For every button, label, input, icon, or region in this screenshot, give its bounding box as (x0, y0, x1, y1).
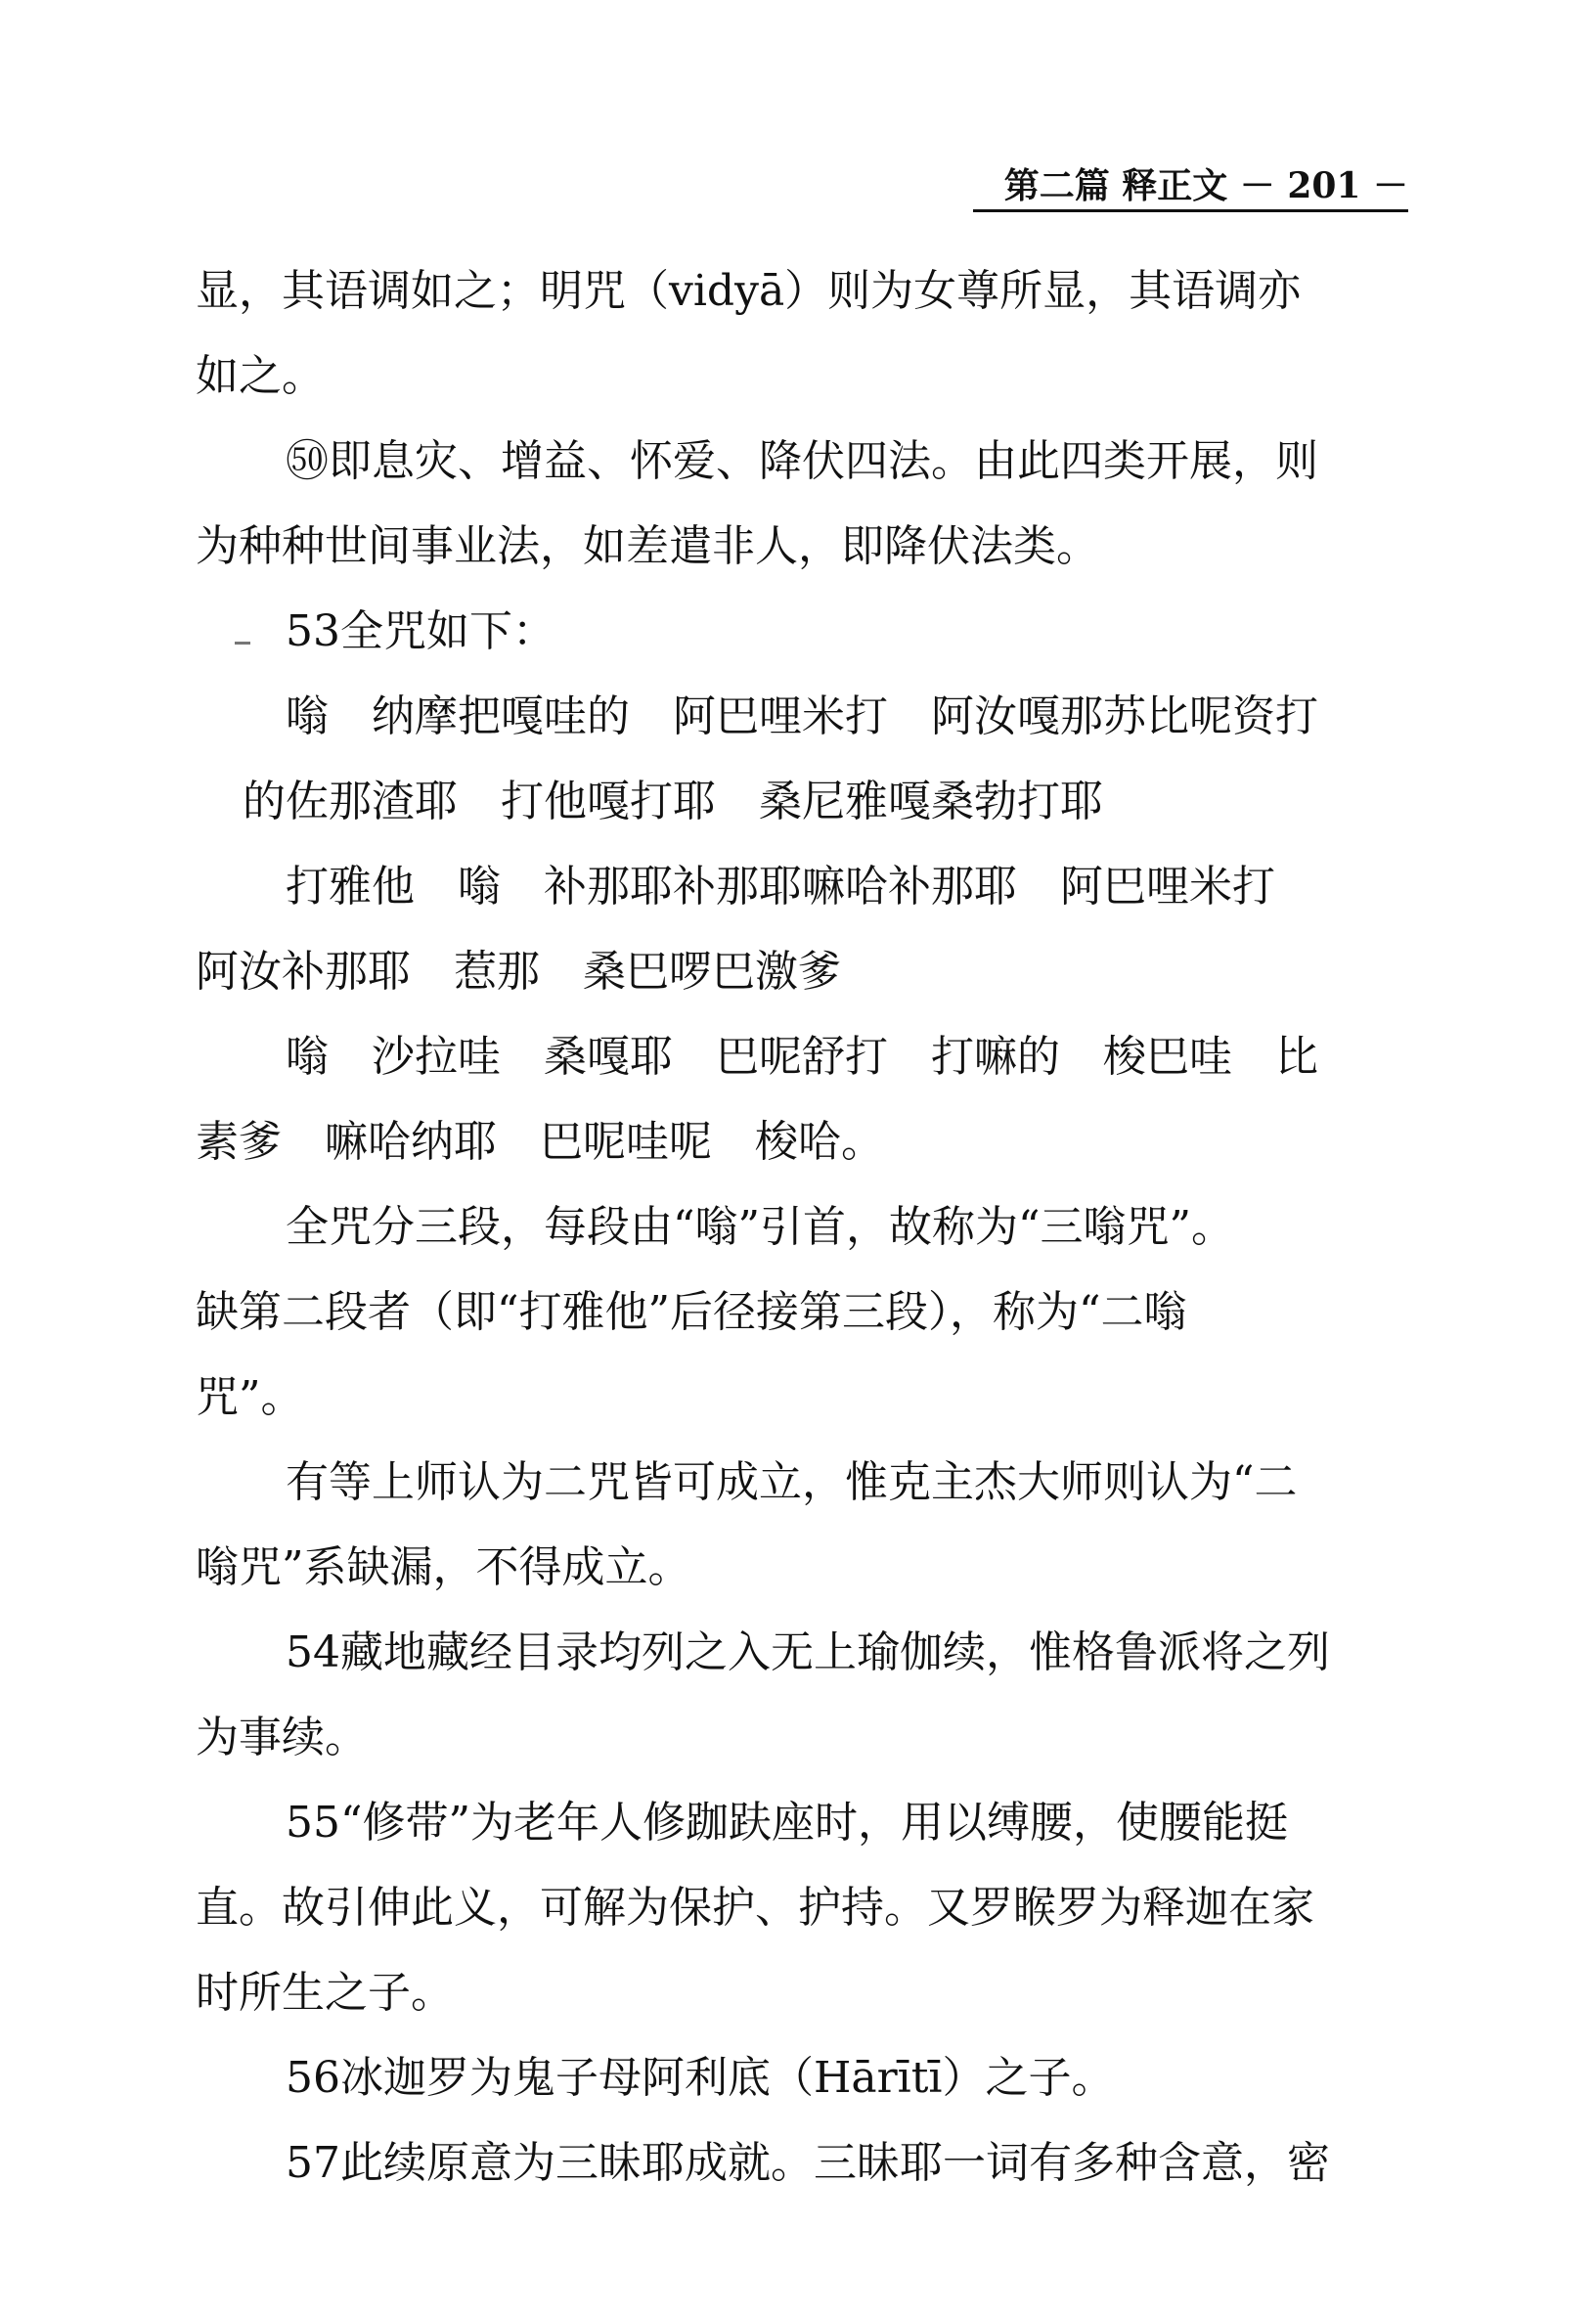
body-line: 时所生之子。 (196, 1968, 454, 2018)
body-line: 53全咒如下： (286, 606, 555, 656)
body-line: 有等上师认为二咒皆可成立，惟克主杰大师则认为“二 (286, 1457, 1298, 1507)
body-line: 嗡咒”系缺漏，不得成立。 (196, 1542, 691, 1592)
body-line: 嗡 纳摩把嘎哇的 阿巴哩米打 阿汝嘎那苏比呢资打 (286, 691, 1318, 741)
body-line: 55“修带”为老年人修跏趺座时，用以缚腰，使腰能挺 (286, 1798, 1288, 1848)
body-line: 缺第二段者（即“打雅他”后径接第三段），称为“二嗡 (196, 1287, 1187, 1337)
body-line: 显，其语调如之；明咒（vidyā）则为女尊所显，其语调亦 (196, 266, 1302, 316)
body-line: 为事续。 (196, 1713, 368, 1762)
body-line: 如之。 (196, 351, 325, 401)
body-line: 咒”。 (196, 1372, 304, 1422)
body-line: 嗡 沙拉哇 桑嘎耶 巴呢舒打 打嘛的 梭巴哇 比 (286, 1032, 1318, 1082)
body-line: 阿汝补那耶 惹那 桑巴啰巴激爹 (196, 947, 841, 997)
body-line: 54藏地藏经目录均列之入无上瑜伽续，惟格鲁派将之列 (286, 1627, 1330, 1677)
body-line: 57此续原意为三昧耶成就。三昧耶一词有多种含意，密 (286, 2138, 1330, 2188)
body-line: 56冰迦罗为鬼子母阿利底（Hārītī）之子。 (286, 2053, 1115, 2103)
running-header: 第二篇 释正文 － 201 － (1003, 165, 1408, 206)
stray-mark (235, 642, 250, 645)
body-line: 打雅他 嗡 补那耶补那耶嘛哈补那耶 阿巴哩米打 (286, 862, 1275, 912)
header-rule (973, 209, 1408, 212)
body-line: 素爹 嘛哈纳耶 巴呢哇呢 梭哈。 (196, 1117, 884, 1167)
body-line: 的佐那渣耶 打他嘎打耶 桑尼雅嘎桑勃打耶 (243, 777, 1103, 826)
body-line: 直。故引伸此义，可解为保护、护持。又罗睺罗为释迦在家 (196, 1883, 1314, 1933)
body-line: 全咒分三段，每段由“嗡”引首，故称为“三嗡咒”。 (286, 1202, 1234, 1252)
body-line: ㊿即息灾、增益、怀爱、降伏四法。由此四类开展，则 (286, 436, 1318, 486)
body-line: 为种种世间事业法，如差遣非人，即降伏法类。 (196, 521, 1099, 571)
